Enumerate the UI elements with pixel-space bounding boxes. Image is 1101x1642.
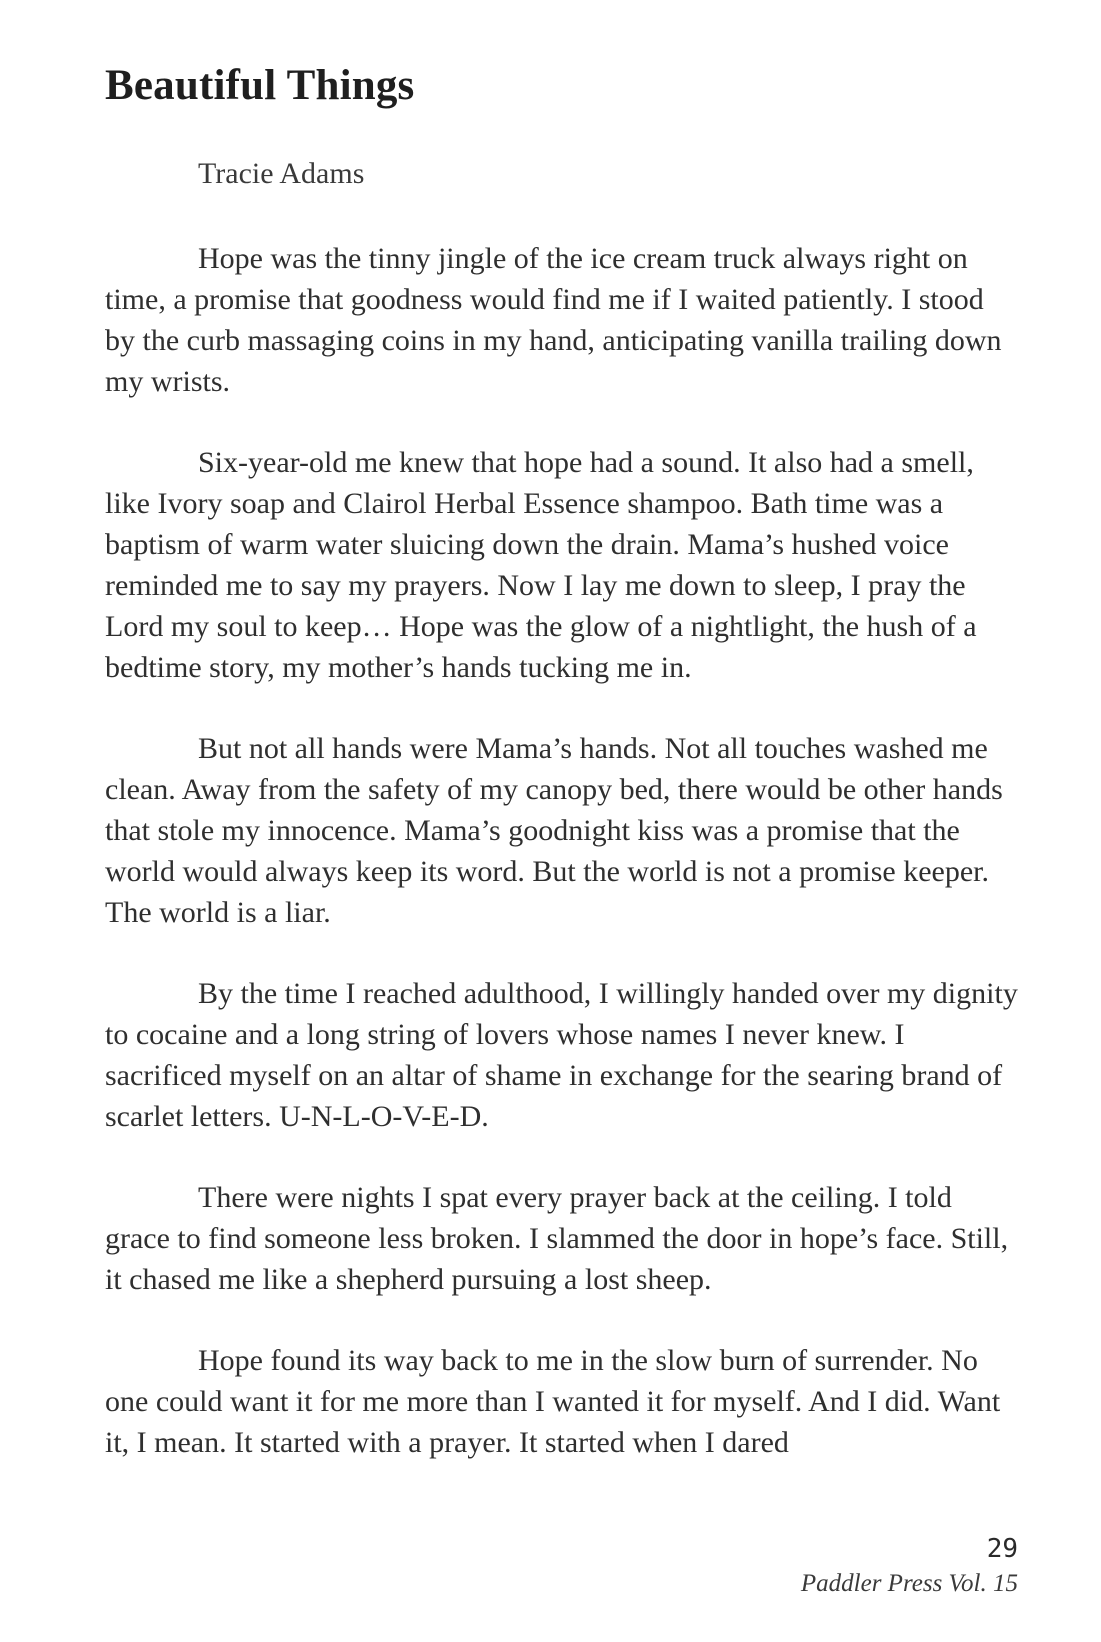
paragraph: By the time I reached adulthood, I willingly handed over my dignity to cocaine and a long string of lovers whose names I never knew. I sacrificed myself on an altar of shame in exchange for the searing brand of scarlet letters. U-N-L-O-V-E-D. [105,977,1018,1133]
page-title: Beautiful Things [105,62,415,109]
paragraph: Hope found its way back to me in the slow burn of surrender. No one could want it for me more than I wanted it for myself. And I did. Want it, I mean. It started with a prayer. It started when I dared [105,1344,1001,1459]
page-number: 29 [986,1534,1018,1564]
paragraph: Hope was the tinny jingle of the ice cream truck always right on time, a promise that goodness would find me if I waited patiently. I stood by the curb massaging coins in my hand, anticipating vanilla trailing down my wrists. [105,242,1002,398]
paragraph: Six-year-old me knew that hope had a sound. It also had a smell, like Ivory soap and Clairol Herbal Essence shampoo. Bath time was a baptism of warm water sluicing down the drain. Mama’s hushed voice reminded me to say my prayers. Now I lay me down to sleep, I pray the Lord my soul to keep… Hope was the glow of a nightlight, the hush of a bedtime story, my mother’s hands tucking me in. [105,446,977,684]
publication-footer: Paddler Press Vol. 15 [800,1570,1018,1597]
paragraph: There were nights I spat every prayer back at the ceiling. I told grace to find someone less broken. I slammed the door in hope’s face. Still, it chased me like a shepherd pursuing a lost sheep. [105,1181,1009,1296]
paragraph: But not all hands were Mama’s hands. Not all touches washed me clean. Away from the safety of my canopy bed, there would be other hands that stole my innocence. Mama’s goodnight kiss was a promise that the world would always keep its word. But the world is not a promise keeper. The world is a liar. [105,732,1003,929]
author-name: Tracie Adams [198,157,365,190]
story-body [105,238,1019,1463]
